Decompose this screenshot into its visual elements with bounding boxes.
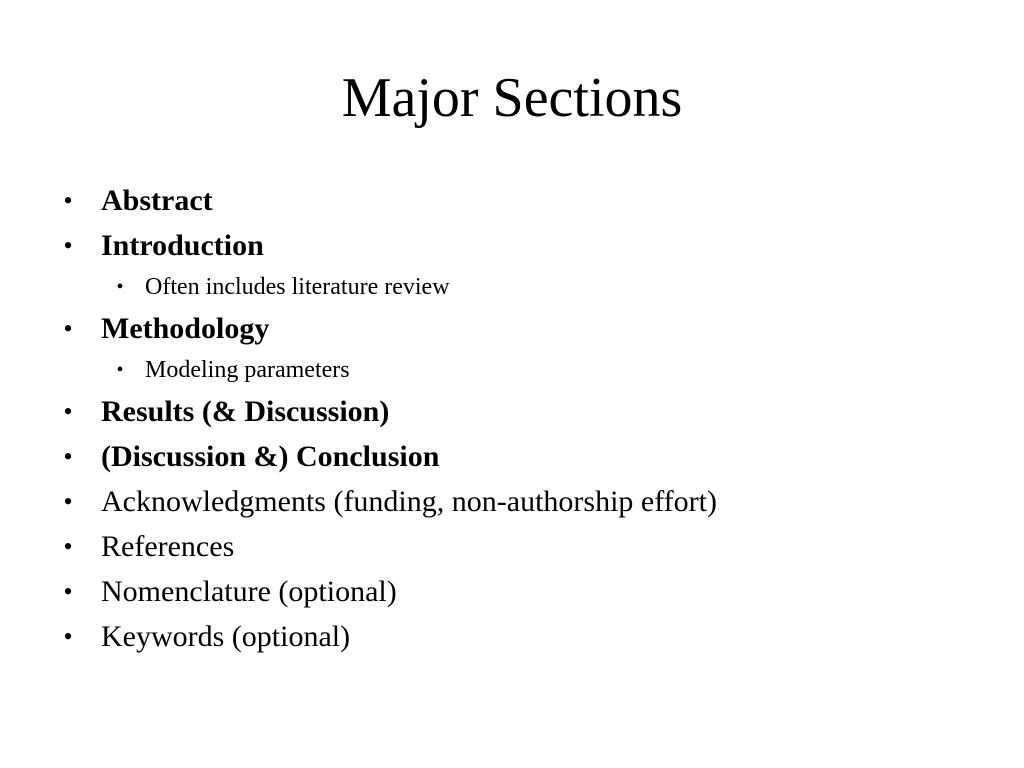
list-item-text: Abstract — [101, 184, 213, 217]
sub-item-literature-review — [0, 268, 1024, 306]
list-item-conclusion — [0, 434, 1024, 479]
list-item-text: Methodology — [101, 312, 270, 345]
list-item-methodology — [0, 306, 1024, 351]
list-item-text: Nomenclature (optional) — [101, 575, 397, 608]
list-item-text: Introduction — [101, 229, 264, 262]
bullet-icon: • — [116, 359, 124, 381]
bullet-icon: • — [63, 186, 73, 215]
list-item-abstract — [0, 178, 1024, 223]
list-item-nomenclature — [0, 569, 1024, 614]
bullet-icon: • — [63, 314, 73, 343]
list-item-keywords — [0, 614, 1024, 659]
bullet-icon: • — [63, 231, 73, 260]
list-item-text: Keywords (optional) — [101, 620, 351, 653]
list-item-references — [0, 524, 1024, 569]
list-item-acknowledgments — [0, 479, 1024, 524]
list-item-text: Results (& Discussion) — [101, 395, 390, 428]
sub-item-text: Modeling parameters — [145, 357, 350, 383]
list-item-introduction — [0, 223, 1024, 268]
list-item-results — [0, 389, 1024, 434]
bullet-icon: • — [63, 577, 73, 606]
bullet-icon: • — [63, 442, 73, 471]
bullet-list — [0, 178, 1024, 659]
bullet-icon: • — [63, 487, 73, 516]
sub-item-modeling-parameters — [0, 351, 1024, 389]
list-item-text: Acknowledgments (funding, non-authorship effort) — [101, 485, 717, 518]
bullet-icon: • — [63, 622, 73, 651]
bullet-icon: • — [116, 276, 124, 298]
bullet-icon: • — [63, 532, 73, 561]
sub-item-text: Often includes literature review — [145, 274, 450, 300]
slide-title: Major Sections — [341, 67, 683, 129]
list-item-text: (Discussion &) Conclusion — [101, 440, 440, 473]
bullet-icon: • — [63, 397, 73, 426]
list-item-text: References — [101, 530, 235, 563]
